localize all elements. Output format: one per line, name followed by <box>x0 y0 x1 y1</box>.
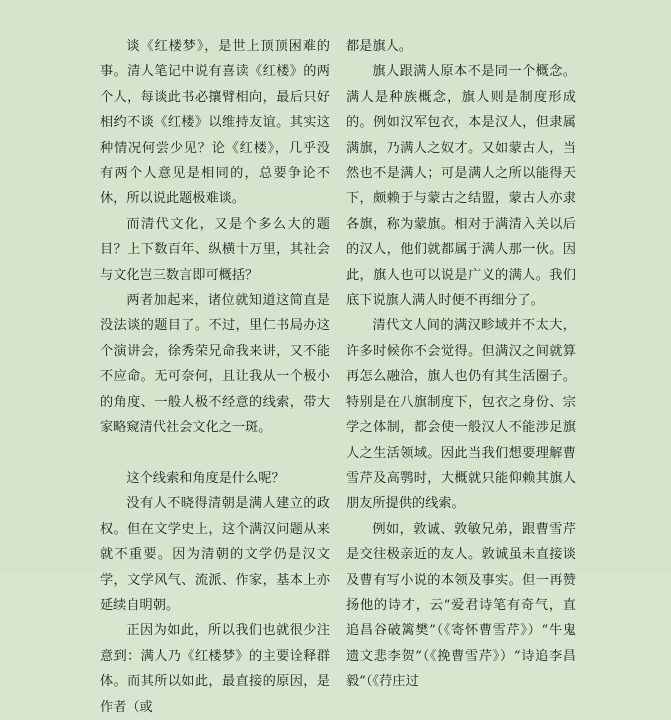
paragraph: 两者加起来，诸位就知道这简直是没法谈的题目了。不过，里仁书局办这个演讲会，徐秀荣兄命我来讲，又不能不应命。无可奈何，且让我从一个极小的角度、一般人极不经意的线索，带大家略窥清代社会文化之一斑。 <box>100 293 330 436</box>
paragraph: 谈《红楼梦》，是世上顶顶困难的事。清人笔记中说有喜读《红楼》的两个人，每谈此书必攘臂相向，最后只好相约不谈《红楼》以维持友谊。其实这种情况何尝少见？论《红楼》，几乎没有两个人意见是相同的，总要争论不休，所以说此题极难谈。 <box>100 39 330 207</box>
paragraph: 正因为如此，所以我们也就很少注意到：满人乃《红楼梦》的主要诠释群体。而其所以如此，最直接的原因，是作者（或 <box>100 623 330 715</box>
paragraph-continuation: 都是旗人。 <box>346 39 412 54</box>
paragraph: 例如，敦诚、敦敏兄弟，跟曹雪芹是交往极亲近的友人。敦诚虽未直接谈及曹有写小说的本领及事实。但一再赞扬他的诗才，云“爱君诗笔有奇气，直追昌谷破篱樊”（《寄怀曹雪芹》）“牛鬼遗文悲李贺”（《挽曹雪芹》）“诗追李昌毅”（《荇庄过 <box>346 521 576 690</box>
right-column <box>346 34 576 695</box>
paragraph: 这个线索和角度是什么呢？ <box>126 470 285 486</box>
paragraph: 清代文人间的满汉畛域并不太大，许多时候你不会觉得。但满汉之间就算再怎么融洽，旗人也仍有其生活圈子。特别是在八旗制度下，包衣之身份、宗学之体制，都会使一般汉人不能涉足旗人之生活领域。因此当我们想要理解曹雪芹及高鹗时，大概就只能仰赖其旗人朋友所提供的线索。 <box>346 318 576 512</box>
section-gap <box>100 441 330 466</box>
paragraph: 旗人跟满人原本不是同一个概念。满人是种族概念，旗人则是制度形成的。例如汉军包衣，本是汉人，但隶属满旗，乃满人之奴才。又如蒙古人，当然也不是满人；可是满人之所以能得天下，颇赖于与蒙古之结盟，蒙古人亦隶各旗，称为蒙旗。相对于满清入关以后的汉人，他们就都属于满人那一伙。因此，旗人也可以说是广义的满人。我们底下说旗人满人时便不再细分了。 <box>346 64 576 309</box>
paragraph: 没有人不晓得清朝是满人建立的政权。但在文学史上，这个满汉问题从来就不重要。因为清朝的文学仍是汉文学，文学风气、流派、作家，基本上亦延续自明朝。 <box>100 496 330 613</box>
left-column <box>100 34 330 720</box>
paragraph: 而清代文化，又是个多么大的题目？上下数百年、纵横十万里，其社会与文化岂三数言即可概括？ <box>100 216 330 283</box>
